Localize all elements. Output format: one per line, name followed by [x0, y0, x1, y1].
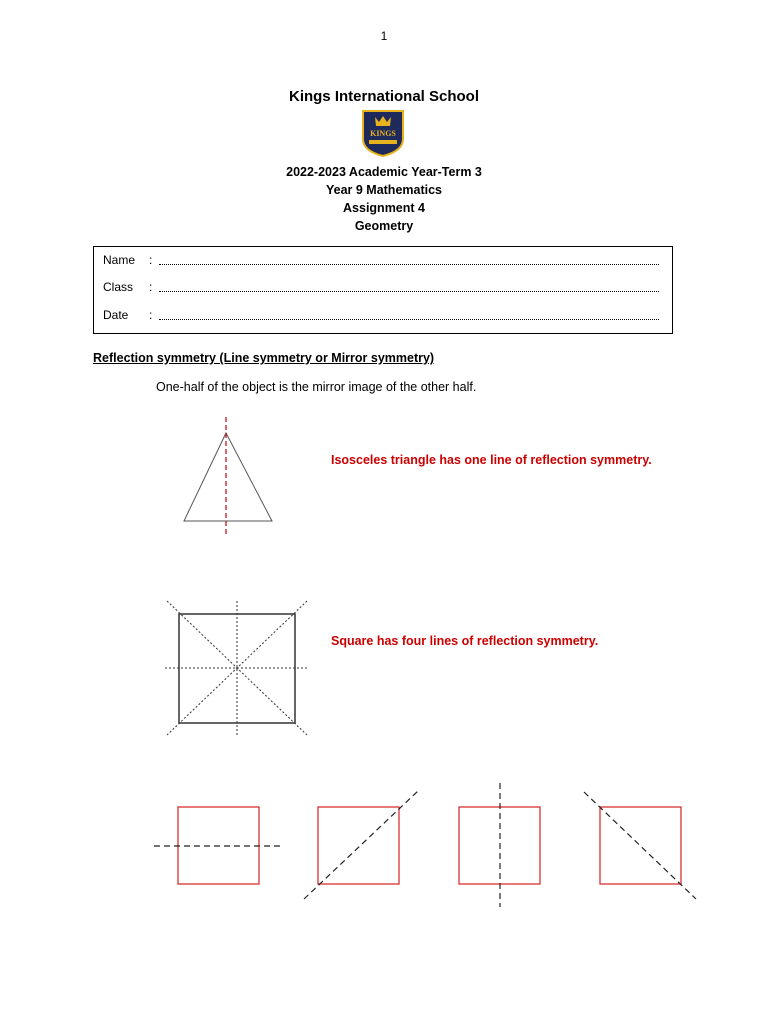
date-label: Date: [103, 308, 129, 322]
square-caption: Square has four lines of reflection symmetry.: [331, 634, 599, 648]
course-name: Year 9 Mathematics: [325, 183, 443, 197]
student-info-box: [93, 246, 673, 334]
class-row: Class :: [103, 280, 663, 296]
rectangle-diagonal-line-1: [304, 791, 418, 899]
rectangle-diagonal-line-2: [584, 792, 696, 899]
date-row: Date :: [103, 308, 663, 324]
name-field[interactable]: [159, 264, 659, 265]
name-label: Name: [103, 253, 136, 267]
square-figure: [163, 599, 311, 739]
assignment-header: [0, 163, 768, 235]
class-field[interactable]: [159, 291, 659, 292]
school-logo: [361, 109, 405, 157]
date-field[interactable]: [159, 319, 659, 320]
school-name: Kings International School: [288, 88, 479, 105]
triangle-caption: Isosceles triangle has one line of reflection symmetry.: [331, 453, 652, 467]
topic: Geometry: [354, 219, 414, 233]
rectangle-horizontal-line: [154, 807, 284, 884]
intro-text: One-half of the object is the mirror image of the other half.: [156, 380, 477, 394]
section-title: Reflection symmetry (Line symmetry or Mirror symmetry): [93, 351, 435, 365]
assignment-number: Assignment 4: [343, 201, 425, 215]
academic-year: 2022-2023 Academic Year-Term 3: [286, 165, 482, 179]
rectangle-vertical-line: [459, 783, 540, 907]
rectangle-examples: [150, 780, 710, 910]
page-number: 1: [380, 29, 388, 43]
isosceles-triangle-figure: [178, 415, 278, 537]
logo-text: KINGS: [370, 129, 396, 138]
name-row: Name :: [103, 253, 663, 269]
class-label: Class: [103, 280, 134, 294]
